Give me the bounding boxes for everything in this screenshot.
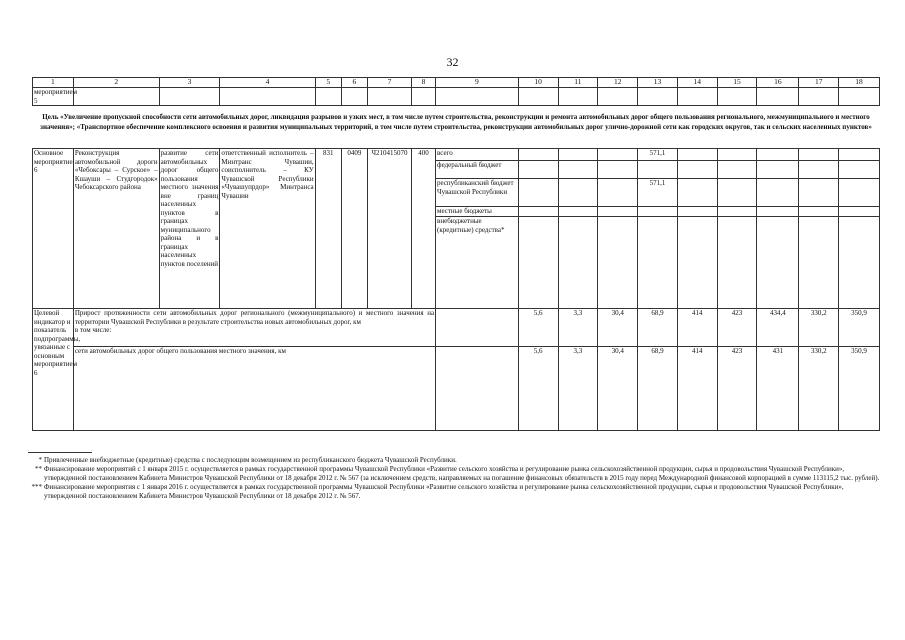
col-num: 8 xyxy=(411,78,435,88)
col-num: 12 xyxy=(598,78,638,88)
col-num: 13 xyxy=(638,78,678,88)
source-value: 571,1 xyxy=(638,149,678,161)
column-number-row xyxy=(33,78,880,88)
indicator-value: 5,6 xyxy=(518,309,558,347)
indicator-value: 414 xyxy=(677,347,717,431)
event-status: Основное мероприятие 6 xyxy=(33,149,74,309)
col-num: 9 xyxy=(436,78,519,88)
col-num: 4 xyxy=(220,78,315,88)
indicator-value: 330,2 xyxy=(799,309,839,347)
event-rzpr: 0409 xyxy=(341,149,367,309)
source-name: республиканский бюджет Чувашской Республики xyxy=(436,179,519,207)
footnote-text: Привлеченные внебюджетные (кредитные) средства с последующим возмещением из республиканского бюджета Чувашской Республики. xyxy=(44,456,457,464)
indicator-value: 350,9 xyxy=(839,347,880,431)
footnote-mark: ** xyxy=(35,465,42,473)
footnote-divider xyxy=(28,452,92,453)
indicator-value: 3,3 xyxy=(558,309,598,347)
col-num: 11 xyxy=(558,78,598,88)
indicator-value: 414 xyxy=(677,309,717,347)
col-num: 17 xyxy=(799,78,839,88)
source-name: внебюджетные (кредитные) средства* xyxy=(436,217,519,309)
col-num: 6 xyxy=(341,78,367,88)
col-num: 14 xyxy=(677,78,717,88)
event-vr: 400 xyxy=(411,149,435,309)
footnote-text: Финансирование мероприятия с 1 января 2016 г. осуществляется в рамках государственной программы Чувашской Республики «Развитие сельского хозяйства и регулирование рынка сельскохозяйственной продукции, сырья и продовольствия Чувашской Республики», утвержденной постановлением Кабинета Министров Чувашской Республики от 18 декабря 2012 г. № 567. xyxy=(44,483,844,500)
source-name: федеральный бюджет xyxy=(436,161,519,179)
source-value xyxy=(638,217,678,309)
source-value: 571,1 xyxy=(638,179,678,207)
program-table xyxy=(32,77,880,431)
event-grbs: 831 xyxy=(315,149,341,309)
event-csr: Ч210415070 xyxy=(368,149,412,309)
indicator-value: 434,4 xyxy=(757,309,799,347)
event-relation: развитие сети автомобильных дорог общего пользования местного значения вне границ населенных пунктов в границах муниципального района и в границах населенных пунктов поселений xyxy=(159,149,220,309)
col-num: 1 xyxy=(33,78,74,88)
prev-row-label: мероприятием 5 xyxy=(34,88,78,105)
source-value xyxy=(638,161,678,179)
col-num: 10 xyxy=(518,78,558,88)
goal-row xyxy=(33,106,880,149)
col-num: 15 xyxy=(717,78,757,88)
indicator-row1-sub: в том числе: xyxy=(74,326,112,334)
goal-text: Цель «Увеличение пропускной способности сети автомобильных дорог, ликвидация разрывов и узких мест, в том числе путем строительства, реконструкции и ремонта автомобильных дорог общего пользования регионального, межмуниципального и местного значения»; «Транспортное обеспечение комплексного освоения и развития муниципальных территорий, в том числе путем строительства, реконструкции автомобильных дорог улично-дорожной сети как городских округов, так и сельских населенных пунктов» xyxy=(33,106,880,149)
page-number: 32 xyxy=(446,55,459,69)
footnote-mark: * xyxy=(38,456,42,464)
indicator-value: 30,4 xyxy=(598,309,638,347)
indicator-value: 68,9 xyxy=(638,309,678,347)
indicator-value: 423 xyxy=(717,309,757,347)
prev-row xyxy=(33,88,880,106)
footnotes xyxy=(28,452,880,501)
indicator-value: 350,9 xyxy=(839,309,880,347)
footnote-text: Финансирование мероприятий с 1 января 2015 г. осуществляется в рамках государственной программы Чувашской Республики «Развитие сельского хозяйства и регулирование рынка сельскохозяйственной продукции, сырья и продовольствия Чувашской Республики», утвержденной постановлением Кабинета Министров Чувашской Республики от 18 декабря 2012 г. № 567 (за исключением средств, направляемых на погашение финансовых обязательств в 2015 году перед Международной финансовой корпорацией в сумме 113115,2 тыс. рублей). xyxy=(44,465,880,482)
source-name: местные бюджеты xyxy=(436,207,519,217)
footnote xyxy=(28,456,880,465)
indicator-value: 30,4 xyxy=(598,347,638,431)
indicator-value: 431 xyxy=(757,347,799,431)
indicator-row1-text: Прирост протяженности сети автомобильных дорог регионального (межмуниципального) и местного значения на территории Чувашской Республики в результате строительства новых автомобильных дорог, км xyxy=(74,309,435,326)
event-name: Реконструкция автомобильной дороги «Чебоксары – Сурское» – Кшауши – Студгородок» Чебоксарского района xyxy=(73,149,159,309)
indicator-value: 68,9 xyxy=(638,347,678,431)
source-name: всего xyxy=(436,149,519,161)
footnote-mark: *** xyxy=(31,483,42,491)
indicator-value: 330,2 xyxy=(799,347,839,431)
col-num: 2 xyxy=(73,78,159,88)
indicator-value: 3,3 xyxy=(558,347,598,431)
col-num: 18 xyxy=(839,78,880,88)
col-num: 5 xyxy=(315,78,341,88)
col-num: 16 xyxy=(757,78,799,88)
indicator-label: Целевой индикатор и показатель подпрограммы, увязанные с основным мероприятием 6 xyxy=(33,309,74,431)
indicator-row2-text: сети автомобильных дорог общего пользования местного значения, км xyxy=(73,347,435,431)
indicator-value: 423 xyxy=(717,347,757,431)
indicator-text xyxy=(73,309,435,347)
source-value xyxy=(638,207,678,217)
indicator-value: 5,6 xyxy=(518,347,558,431)
col-num: 7 xyxy=(368,78,412,88)
footnote xyxy=(28,465,880,483)
col-num: 3 xyxy=(159,78,220,88)
event-executor: ответственный исполнитель – Минтранс Чувашии, соисполнитель – КУ Чувашской Республики «Чувашупрдор» Минтранса Чувашии xyxy=(220,149,315,309)
footnote xyxy=(28,483,880,501)
